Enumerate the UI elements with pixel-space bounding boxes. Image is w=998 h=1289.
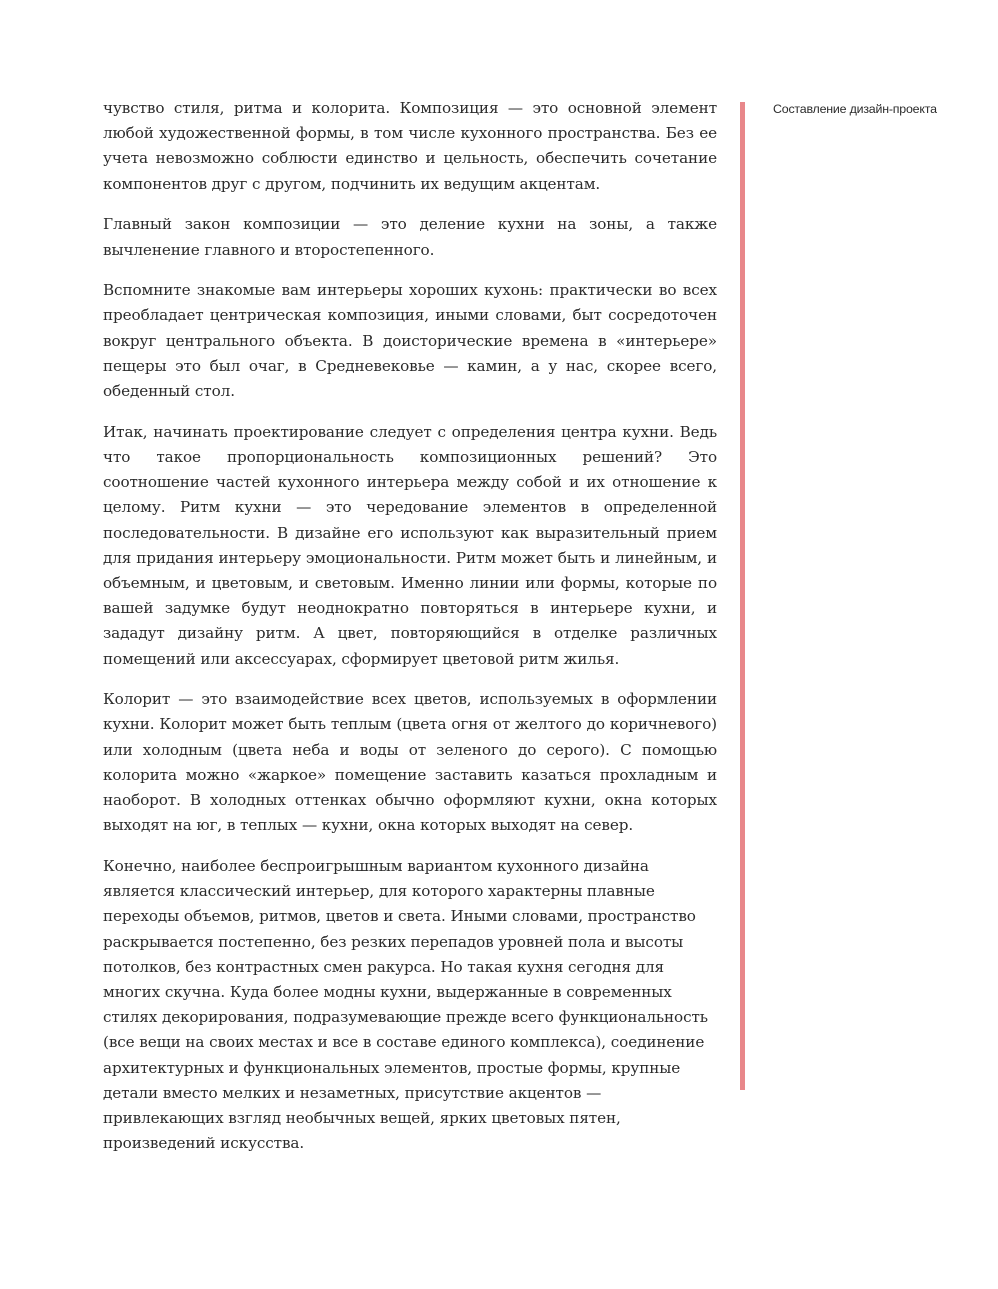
paragraph-2: Главный закон композиции — это деление кухни на зоны, а также вычленение главного и второстепенного. — [103, 215, 717, 259]
paragraph-3: Вспомните знакомые вам интерьеры хороших кухонь: практически во всех преобладает центрическая композиция, иными словами, быт сосредоточен вокруг центрального объекта. В доисторические времена в «интерьере» пещеры это был очаг, в Средневековье — камин, а у нас, скорее всего, обеденный стол. — [103, 281, 717, 401]
running-head: Составление дизайн-проекта — [773, 102, 937, 116]
paragraph-5: Колорит — это взаимодействие всех цветов, используемых в оформлении кухни. Колорит может быть теплым (цвета огня от желтого до коричневого) или холодным (цвета неба и воды от зеленого до серого). С помощью колорита можно «жаркое» помещение заставить казаться прохладным и наоборот. В холодных оттенках обычно оформляют кухни, окна которых выходят на юг, в теплых — кухни, окна которых выходят на север. — [103, 690, 717, 835]
paragraph-6: Конечно, наиболее беспроигрышным вариантом кухонного дизайна является классический интерьер, для которого характерны плавные переходы объемов, ритмов, цветов и света. Иными словами, пространство раскрывается постепенно, без резких перепадов уровней пола и высоты потолков, без контрастных смен ракурса. Но такая кухня сегодня для многих скучна. Куда более модны кухни, выдержанные в современных стилях декорирования, подразумевающие прежде всего функциональность (все вещи на своих местах и все в составе единого комплекса), соединение архитектурных и функциональных элементов, простые формы, крупные детали вместо мелких и незаметных, присутствие акцентов — привлекающих взгляд необычных вещей, ярких цветовых пятен, произведений искусства. — [103, 856, 708, 1153]
side-accent-rule — [740, 102, 745, 1090]
paragraph-1: чувство стиля, ритма и колорита. Композиция — это основной элемент любой художественной формы, в том числе кухонного пространства. Без ее учета невозможно соблюсти единство и цельность, обеспечить сочетание компонентов друг с другом, подчинить их ведущим акцентам. — [103, 99, 717, 193]
body-text — [103, 96, 717, 1172]
paragraph-4: Итак, начинать проектирование следует с определения центра кухни. Ведь что такое пропорциональность композиционных решений? Это соотношение частей кухонного интерьера между собой и их отношение к целому. Ритм кухни — это чередование элементов в определенной последовательности. В дизайне его используют как выразительный прием для придания интерьеру эмоциональности. Ритм может быть и линейным, и объемным, и цветовым, и световым. Именно линии или формы, которые по вашей задумке будут неоднократно повторяться в интерьере кухни, и зададут дизайну ритм. А цвет, повторяющийся в отделке различных помещений или аксессуарах, сформирует цветовой ритм жилья. — [103, 422, 717, 668]
